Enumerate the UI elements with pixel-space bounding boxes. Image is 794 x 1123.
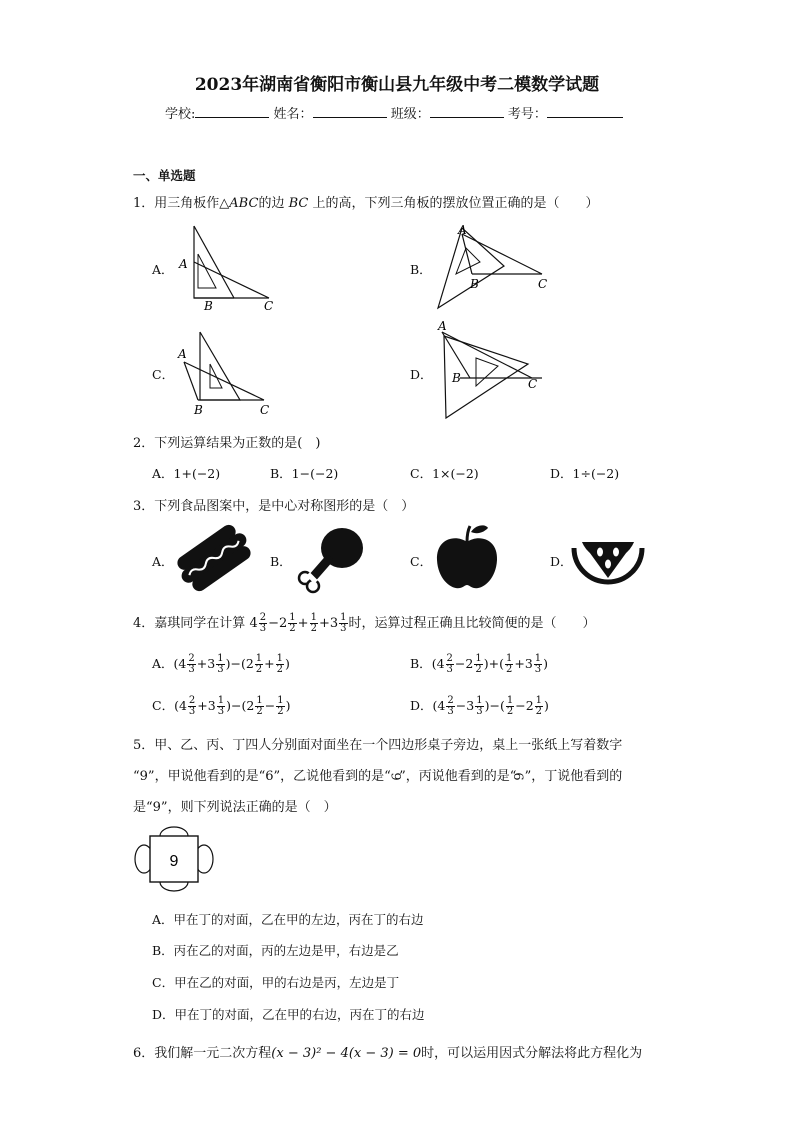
q1-option-d-figure — [432, 320, 562, 424]
question-5-line-3: 是“9”，则下列说法正确的是（ ） — [133, 800, 337, 815]
q3-option-b-label[interactable]: B． — [270, 554, 292, 569]
question-5-line-1 — [133, 734, 622, 753]
q1-option-c-label[interactable]: C． — [152, 367, 175, 382]
apple-icon — [434, 522, 500, 592]
student-info-line — [165, 103, 623, 122]
q2-option-c[interactable]: C．1×(−2) — [410, 466, 479, 481]
name-label: 姓名： — [273, 107, 313, 122]
point-label-b: B — [452, 371, 461, 385]
school-label: 学校: — [165, 107, 196, 122]
q1-option-d-label[interactable]: D． — [410, 367, 433, 382]
question-1 — [133, 192, 599, 211]
chicken-leg-icon — [294, 524, 366, 594]
triangle-name: ABC — [229, 196, 259, 211]
q4-option-d[interactable]: D．(4 $\frac{2}{3}$ −3 $\frac{1}{3}$ )−( $\frac{1}{2}$ −2 $\frac{1}{2}$ ) — [410, 695, 549, 717]
point-label-b: B — [470, 277, 479, 291]
question-text: 时，运算过程正确且比较简便的是（ ） — [348, 616, 596, 631]
question-text: 时，可以运用因式分解法将此方程化为 — [421, 1046, 643, 1061]
q5-option-d[interactable]: D．甲在丁的对面，乙在甲的右边，丙在丁的右边 — [152, 1007, 425, 1022]
section-heading: 一、单选题 — [133, 168, 196, 183]
rotated-nine-glyph: 9 — [513, 772, 528, 781]
table-digit: 9 — [169, 853, 179, 870]
q2-option-a[interactable]: A．1+(−2) — [152, 466, 221, 481]
equation: (x − 3)² − 4(x − 3) = 0 — [271, 1046, 422, 1061]
question-text: 下列食品图案中，是中心对称图形的是（ ） — [154, 499, 415, 514]
point-label-b: B — [204, 299, 213, 313]
triangle-symbol: △ — [219, 196, 230, 211]
hotdog-icon — [176, 526, 252, 590]
q4-option-c[interactable]: C．(4 $\frac{2}{3}$ +3 $\frac{1}{3}$ )−(2 $\frac{1}{2}$ − $\frac{1}{2}$ ) — [152, 695, 291, 717]
q2-option-d[interactable]: D．1÷(−2) — [550, 466, 620, 481]
question-text: 嘉琪同学在计算 — [154, 616, 246, 631]
school-blank[interactable] — [195, 104, 269, 118]
point-label-b: B — [194, 403, 203, 417]
q4-option-b[interactable]: B．(4 $\frac{2}{3}$ −2 $\frac{1}{2}$ )+( $\frac{1}{2}$ +3 $\frac{1}{3}$ ) — [410, 653, 549, 675]
q4-option-a[interactable]: A．(4 $\frac{2}{3}$ +3 $\frac{1}{3}$ )−(2 $\frac{1}{2}$ + $\frac{1}{2}$ ) — [152, 653, 290, 675]
table-figure — [134, 826, 214, 892]
page-title: 2023年湖南省衡阳市衡山县九年级中考二模数学试题 — [194, 75, 600, 95]
watermelon-icon — [572, 528, 644, 588]
q1-option-b-figure — [432, 222, 562, 314]
exam-no-blank[interactable] — [547, 104, 623, 118]
q5-option-b[interactable]: B．丙在乙的对面，丙的左边是甲，右边是乙 — [152, 943, 399, 958]
question-text: 我们解一元二次方程 — [154, 1046, 272, 1061]
class-label: 班级： — [390, 107, 430, 122]
point-label-a: A — [438, 319, 447, 333]
point-label-a: A — [179, 257, 188, 271]
q3-option-d-label[interactable]: D． — [550, 554, 573, 569]
q1-option-a-figure — [176, 222, 276, 314]
question-text: 下列运算结果为正数的是( ) — [154, 436, 321, 451]
question-number: 5． — [133, 738, 155, 753]
q5-option-c[interactable]: C．甲在乙的对面，甲的右边是丙，左边是丁 — [152, 975, 400, 990]
question-text: 甲、乙、丙、丁四人分别面对面坐在一个四边形桌子旁边，桌上一张纸上写着数字 — [154, 738, 623, 753]
question-number: 4． — [133, 616, 155, 631]
question-5-line-2: “9”，甲说他看到的是“6”，乙说他看到的是“9”，丙说他看到的是“9”，丁说他看到的 — [133, 769, 623, 784]
side-name: BC — [288, 196, 309, 211]
q2-option-b[interactable]: B．1−(−2) — [270, 466, 339, 481]
question-number: 6． — [133, 1046, 155, 1061]
question-2 — [133, 432, 320, 451]
point-label-c: C — [260, 403, 270, 417]
question-number: 1． — [133, 196, 155, 211]
q5-option-a[interactable]: A．甲在丁的对面，乙在甲的左边，丙在丁的右边 — [152, 912, 424, 927]
name-blank[interactable] — [313, 104, 387, 118]
question-number: 3． — [133, 499, 155, 514]
point-label-a: A — [178, 347, 187, 361]
point-label-a: A — [458, 223, 467, 237]
q3-option-c-label[interactable]: C． — [410, 554, 433, 569]
q3-option-a-label[interactable]: A． — [152, 554, 174, 569]
question-text: 上的高，下列三角板的摆放位置正确的是（ ） — [312, 196, 599, 211]
question-6 — [133, 1042, 642, 1061]
q1-option-a-label[interactable]: A． — [152, 262, 174, 277]
q1-option-b-label[interactable]: B． — [410, 262, 432, 277]
point-label-c: C — [264, 299, 274, 313]
point-label-c: C — [538, 277, 548, 291]
question-text: 的边 — [258, 196, 285, 211]
question-number: 2． — [133, 436, 155, 451]
exam-no-label: 考号： — [507, 107, 547, 122]
point-label-c: C — [528, 377, 538, 391]
question-4: 4．嘉琪同学在计算 4 $\frac{2}{3}$ −2 $\frac{1}{2}$ + $\frac{1}{2}$ +3 $\frac{1}{3}$ 时，运算过程正确且比较简便的是（ ） — [133, 612, 596, 634]
question-text: 用三角板作 — [154, 196, 220, 211]
class-blank[interactable] — [430, 104, 504, 118]
q1-option-c-figure — [176, 326, 276, 418]
question-3 — [133, 495, 414, 514]
rotated-nine-glyph: 9 — [387, 772, 403, 781]
